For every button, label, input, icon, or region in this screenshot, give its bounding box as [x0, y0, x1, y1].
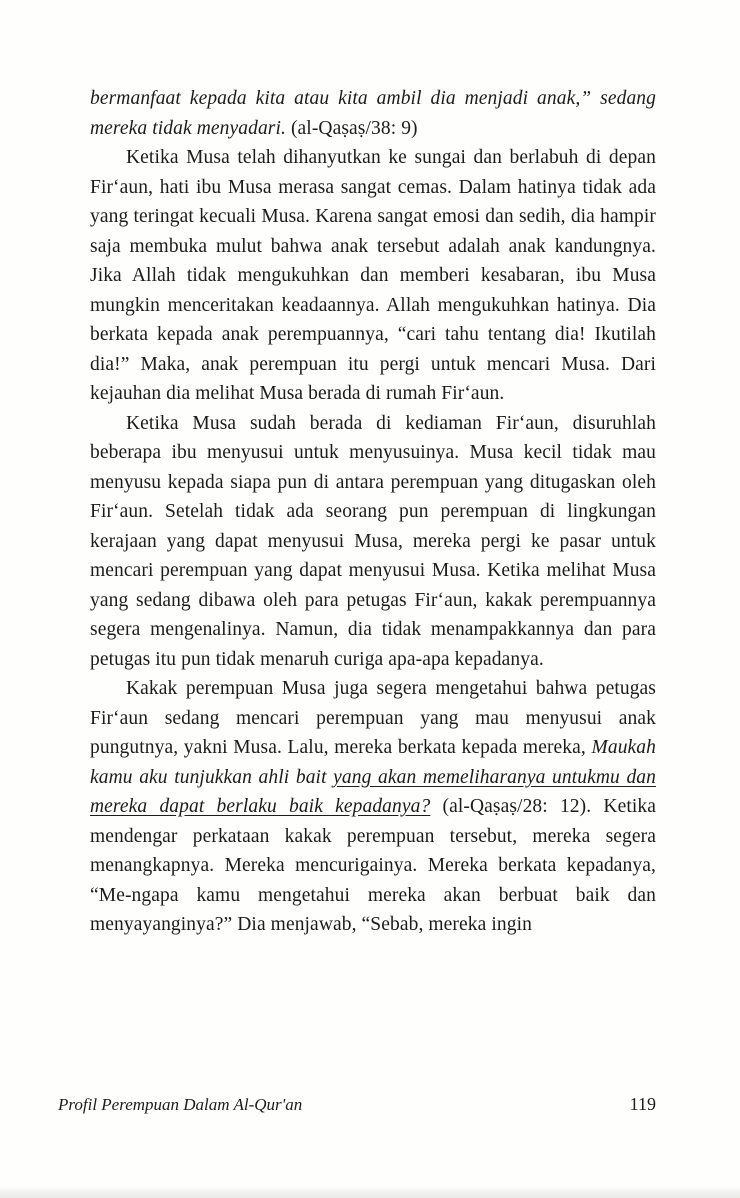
paragraph-3 — [90, 674, 656, 940]
paragraph-3-lead: Kakak perempuan Musa juga segera mengetahui bahwa petugas Firʻaun sedang mencari perempuan yang mau menyusui anak pungutnya, yakni Musa. Lalu, mereka berkata kepada mereka, — [90, 678, 656, 758]
paragraph-1: Ketika Musa telah dihanyutkan ke sungai dan berlabuh di depan Firʻaun, hati ibu Musa merasa sangat cemas. Dalam hatinya tidak ada yang teringat kecuali Musa. Karena sangat emosi dan sedih, dia hampir saja membuka mulut bahwa anak tersebut adalah anak kandungnya. Jika Allah tidak mengukuhkan dan memberi kesabaran, ibu Musa mungkin menceritakan keadaannya. Allah mengukuhkan hatinya. Dia berkata kepada anak perempuannya, “cari tahu tentang dia! Ikutilah dia!” Maka, anak perempuan itu pergi untuk mencari Musa. Dari kejauhan dia melihat Musa berada di rumah Firʻaun. — [90, 147, 656, 404]
page-number: 119 — [629, 1094, 656, 1114]
paragraph-3-verse-underlined: yang akan memeliharanya untukmu dan mereka dapat berlaku baik kepadanya? — [90, 766, 657, 817]
page-bottom-edge — [0, 1186, 740, 1198]
paragraph-3-tail: (al-Qaṣaṣ/28: 12). Ketika mendengar perkataan kakak perempuan tersebut, mereka segera menangkapnya. Mereka mencurigainya. Mereka berkata kepadanya, “Me-ngapa kamu mengetahui mereka akan berbuat baik dan menyayanginya?” Dia menjawab, “Sebab, mereka ingin — [90, 796, 656, 935]
page-footer — [58, 1094, 656, 1115]
quote-italic-text: bermanfaat kepada kita atau kita ambil dia menjadi anak,” sedang mereka tidak menyadari. — [90, 88, 656, 139]
quran-quote-continuation — [90, 84, 656, 143]
paragraph-3-verse-italic: Maukah kamu aku tunjukkan ahli bait — [90, 737, 656, 788]
page-body-text — [90, 84, 656, 940]
footer-book-title: Profil Perempuan Dalam Al-Qur'an — [58, 1095, 303, 1114]
quote-reference: (al-Qaṣaṣ/38: 9) — [285, 117, 418, 139]
paragraph-2: Ketika Musa sudah berada di kediaman Firʻaun, disuruhlah beberapa ibu menyusui untuk menyusuinya. Musa kecil tidak mau menyusu kepada siapa pun di antara perempuan yang ditugaskan oleh Firʻaun. Setelah tidak ada seorang pun perempuan di lingkungan kerajaan yang dapat menyusui Musa, mereka pergi ke pasar untuk mencari perempuan yang dapat menyusui Musa. Ketika melihat Musa yang sedang dibawa oleh para petugas Firʻaun, kakak perempuannya segera mengenalinya. Namun, dia tidak menampakkannya dan para petugas itu pun tidak menaruh curiga apa-apa kepadanya. — [90, 412, 656, 670]
